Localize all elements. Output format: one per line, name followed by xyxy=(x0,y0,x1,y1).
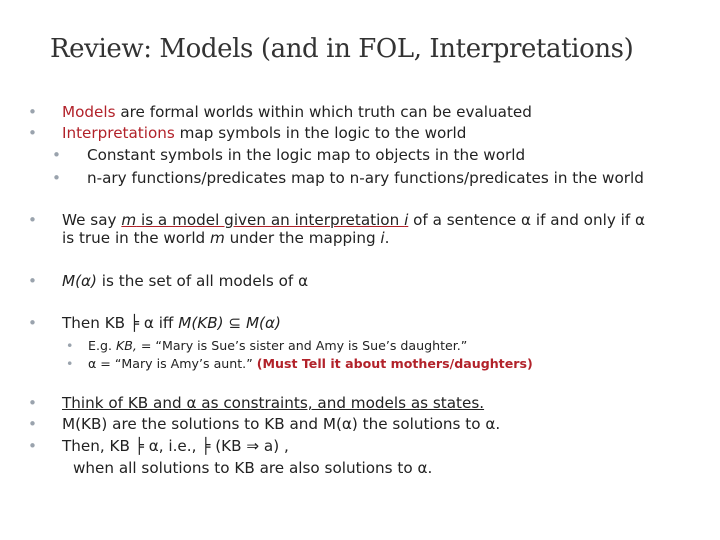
bullet-text: is true in the world xyxy=(62,229,211,247)
bullet-marker: • xyxy=(28,437,37,455)
bullet-text: n-ary functions/predicates map to n-ary functions/predicates in the world xyxy=(87,169,644,187)
bullet-text: . xyxy=(384,229,390,247)
bullet-text: Constant symbols in the logic map to objects in the world xyxy=(87,146,526,164)
bullet-model-definition xyxy=(28,211,645,230)
note-text: (Must Tell it about mothers/daughters) xyxy=(256,356,533,371)
bullet-text: = “Mary is Sue’s sister and Amy is Sue’s daughter.” xyxy=(136,338,468,353)
bullet-marker: • xyxy=(66,356,74,371)
bullet-text: is the set of all models of α xyxy=(96,272,309,290)
bullet-marker: • xyxy=(28,211,37,229)
bullet-text: M(KB) are the solutions to KB and M(α) the solutions to α. xyxy=(62,415,501,433)
underlined-definition xyxy=(121,211,408,229)
bullet-marker: • xyxy=(28,314,37,332)
var-m: m xyxy=(210,229,225,247)
bullet-text: when all solutions to KB are also solutions to α. xyxy=(73,459,433,477)
func-m-alpha: M(α) xyxy=(62,272,97,290)
bullet-entailment xyxy=(28,314,281,333)
bullet-solutions xyxy=(28,415,500,434)
bullet-text: under the mapping xyxy=(224,229,381,247)
bullet-marker: • xyxy=(66,338,74,353)
bullet-marker: • xyxy=(52,146,61,164)
bullet-text: of a sentence α if and only if α xyxy=(408,211,646,229)
term-interpretations: Interpretations xyxy=(62,124,175,142)
bullet-text: Then, KB ╞ α, i.e., ╞ (KB ⇒ a) , xyxy=(62,437,289,455)
var-m: m xyxy=(121,211,137,229)
bullet-marker: • xyxy=(28,103,37,121)
kb-label: KB, xyxy=(115,338,137,353)
slide-title: Review: Models (and in FOL, Interpretations) xyxy=(50,34,634,64)
definition-text: is a model given an interpretation xyxy=(136,211,405,229)
bullet-text: α = “Mary is Amy’s aunt.” xyxy=(88,356,257,371)
bullet-models xyxy=(28,103,532,122)
bullet-marker: • xyxy=(28,272,37,290)
var-i: i xyxy=(404,211,409,229)
bullet-interpretations xyxy=(28,124,466,143)
bullet-marker: • xyxy=(28,394,37,412)
bullet-text: We say xyxy=(62,211,122,229)
term-models: Models xyxy=(62,103,116,121)
bullet-then-entails-cont xyxy=(73,459,432,478)
subbullet-functions-predicates xyxy=(52,169,644,188)
bullet-marker: • xyxy=(28,415,37,433)
bullet-constraints xyxy=(28,394,484,413)
bullet-text: map symbols in the logic to the world xyxy=(174,124,467,142)
var-i: i xyxy=(380,229,385,247)
bullet-marker: • xyxy=(52,169,61,187)
bullet-marker: • xyxy=(28,124,37,142)
bullet-then-entails xyxy=(28,437,289,456)
subbullet-example-alpha xyxy=(66,355,533,372)
bullet-text: Think of KB and α as constraints, and models as states. xyxy=(62,394,485,412)
bullet-text: E.g. xyxy=(88,338,116,353)
subbullet-constant-symbols xyxy=(52,146,525,165)
bullet-model-definition-cont xyxy=(62,229,389,248)
bullet-text: are formal worlds within which truth can be evaluated xyxy=(115,103,532,121)
bullet-models-set xyxy=(28,272,308,291)
subset-expression: M(KB) ⊆ M(α) xyxy=(178,314,281,332)
bullet-text: Then KB ╞ α iff xyxy=(62,314,179,332)
subbullet-example-kb xyxy=(66,337,467,354)
